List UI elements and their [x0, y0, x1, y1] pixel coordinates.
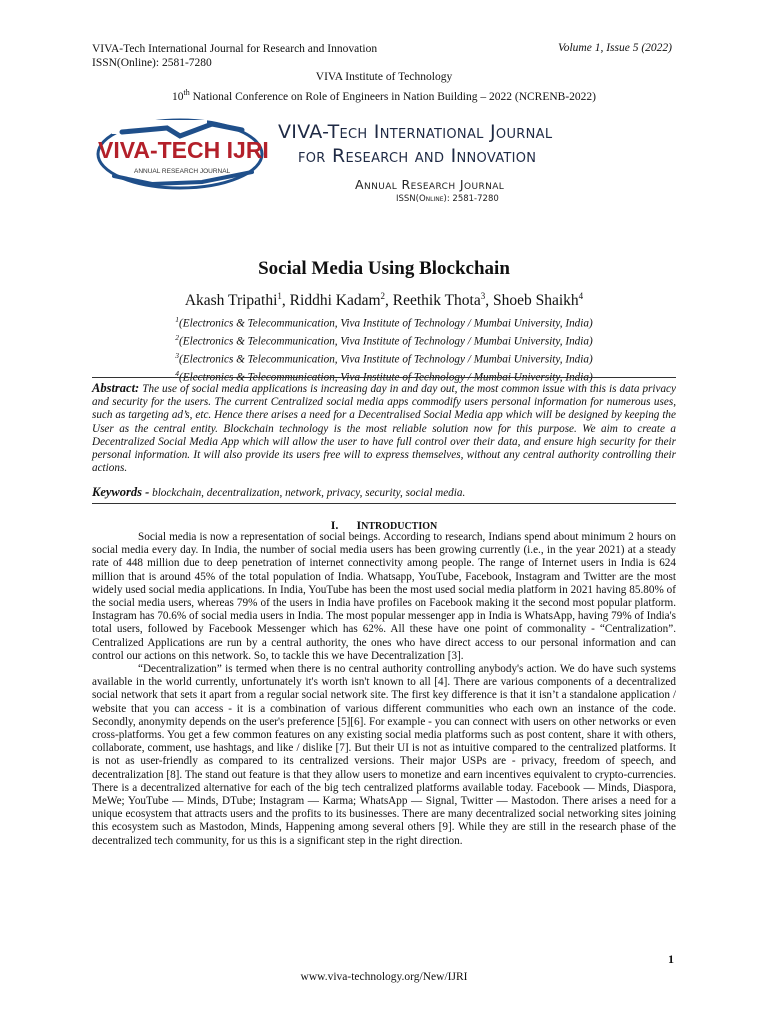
- paper-title: Social Media Using Blockchain: [258, 258, 510, 279]
- paragraph: Social media is now a representation of social beings. According to research, Indians spend about minimum 2 hours on social media every day. In India, the number of social media users has been growing currently (i.e., in the year 2021) at a steady rate of 448 million due to deep penetration of internet connectivity among people. The range of Internet users in India is 624 million that is around 45% of the total population of India. Whatsapp, YouTube, Facebook, Instagram and Twitter are the most widely used social media applications. In India, YouTube has been the most used social media platform in 2021 having 85.80% of the social media users, whereas 79% of the users in India have profiles on Facebook making it the second most popular platform. Instagram has 70.6% of social media users in India. The most popular messenger app in India is WhatsApp, having 79% of India's total users, followed by Facebook Messenger which has 62%. All these have one point of commonality - “Centralization”. Centralized Applications are run by a central authority, the ones who have direct access to our personal information and can control our actions on this network. So, to tackle this we have Decentralization [3].: [92, 531, 676, 662]
- header-volume: Volume 1, Issue 5 (2022): [557, 42, 672, 54]
- author-name: Riddhi Kadam: [289, 292, 381, 310]
- header-conference: 10th National Conference on Role of Engineers in Nation Building – 2022 (NCRENB-2022): [172, 88, 596, 103]
- logo-text: VIVA-TECH IJRI: [98, 137, 269, 163]
- journal-brand: [278, 120, 678, 204]
- footer-url: www.viva-technology.org/New/IJRI: [300, 971, 468, 983]
- introduction-body: [92, 531, 676, 848]
- keywords-label: Keywords -: [92, 485, 150, 499]
- running-header-center: [0, 70, 768, 105]
- author-name: Akash Tripathi: [184, 292, 278, 310]
- affiliation: $^1$(Electronics & Telecommunication, Viva Institute of Technology / Mumbai University, India): [175, 315, 593, 330]
- abstract-top-rule: [92, 377, 676, 378]
- author-list: Akash Tripathi$^1$, Riddhi Kadam$^2$, Reethik Thota$^3$, Shoeb Shaikh$^4$: [184, 291, 584, 310]
- abstract-text: The use of social media applications is increasing day in and day out, the most common issue with this is data privacy and security for the users. The current Centralized social media apps commodify users personal information for numerous uses, such as targeting ad’s, etc. Hence there arises a need for a Decentralised Social Media app which will be designed by keeping the User as the central entity. Blockchain technology is the most reliable solution now for this purpose. We aim to create a Decentralized Social Media App which will allow the user to have full control over their data, and ensure high security for their personal information. It will also provide its users free will to express themselves, without any central authority controlling their actions.: [92, 383, 676, 475]
- author-name: Shoeb Shaikh: [492, 292, 579, 310]
- header-institute: VIVA Institute of Technology: [315, 71, 453, 83]
- running-header-left: [92, 42, 377, 70]
- header-journal: VIVA-Tech International Journal for Research and Innovation: [92, 43, 378, 55]
- affiliation: $^3$(Electronics & Telecommunication, Viva Institute of Technology / Mumbai University, India): [175, 351, 593, 366]
- affiliation-list: [0, 313, 768, 385]
- paragraph: “Decentralization” is termed when there is no central authority controlling anybody's action. We do have such systems available in the world currently, unfortunately it's worth isn't known to all [4]. There are various components of a decentralized social network that sets it apart from a regular social network site. The first key difference is that it isn’t a standalone application / website that you can access - it is a combination of various different communities who each own an instance of the code. Secondly, anonymity depends on the user's preference [5][6]. For example - you can connect with users on other networks or even cross-platforms. You get a few common features on any existing social media platforms such as post content, share it with others, collaborate, comment, use hashtags, and like / dislike [7]. But their UI is not as intuitive compared to the centralized platforms. It is not as user-friendly as compared to its centralized versions. Their major USPs are - privacy, freedom of speech, and decentralization [8]. The stand out feature is that they allow users to monetize and earn incentives equivalent to crypto-currencies. There is a decentralized alternative for each of the big tech centralized platforms available today. Facebook — Minds, Diaspora, MeWe; YouTube — Minds, DTube; Instagram — Karma; WhatsApp — Signal, Twitter — Mastodon. There arises a need for a unique ecosystem that attracts users and the profits to its businesses. There are many decentralized social networking sites joining this ecosystem such as Mastodon, Minds, Happening among several others [9]. While they are still in the research phase of the decentralized tech community, for us this is a significant step in the right direction.: [92, 663, 676, 847]
- header-issn: ISSN(Online): 2581-7280: [92, 57, 212, 69]
- journal-logo: [92, 110, 277, 198]
- brand-subtitle: Annual Research Journal: [355, 177, 505, 192]
- page-number: 1: [668, 952, 674, 966]
- abstract-label: Abstract:: [92, 381, 140, 395]
- logo-tagline: ANNUAL RESEARCH JOURNAL: [134, 168, 231, 175]
- brand-title: VIVA-Tech International Journal for Research and Innovation: [278, 121, 553, 167]
- affiliation: $^2$(Electronics & Telecommunication, Viva Institute of Technology / Mumbai University, India): [175, 333, 593, 348]
- brand-issn: ISSN(Online): 2581-7280: [396, 194, 499, 204]
- author-name: Reethik Thota: [392, 292, 481, 310]
- section-heading-introduction: I. INTRODUCTION: [330, 518, 438, 532]
- keywords: [92, 485, 676, 500]
- abstract: [92, 382, 676, 475]
- keywords-text: blockchain, decentralization, network, privacy, security, social media.: [149, 487, 466, 499]
- abstract-bottom-rule: [92, 503, 676, 504]
- affiliation: $^4$(Electronics & Telecommunication, Viva Institute of Technology / Mumbai University, India): [175, 369, 593, 384]
